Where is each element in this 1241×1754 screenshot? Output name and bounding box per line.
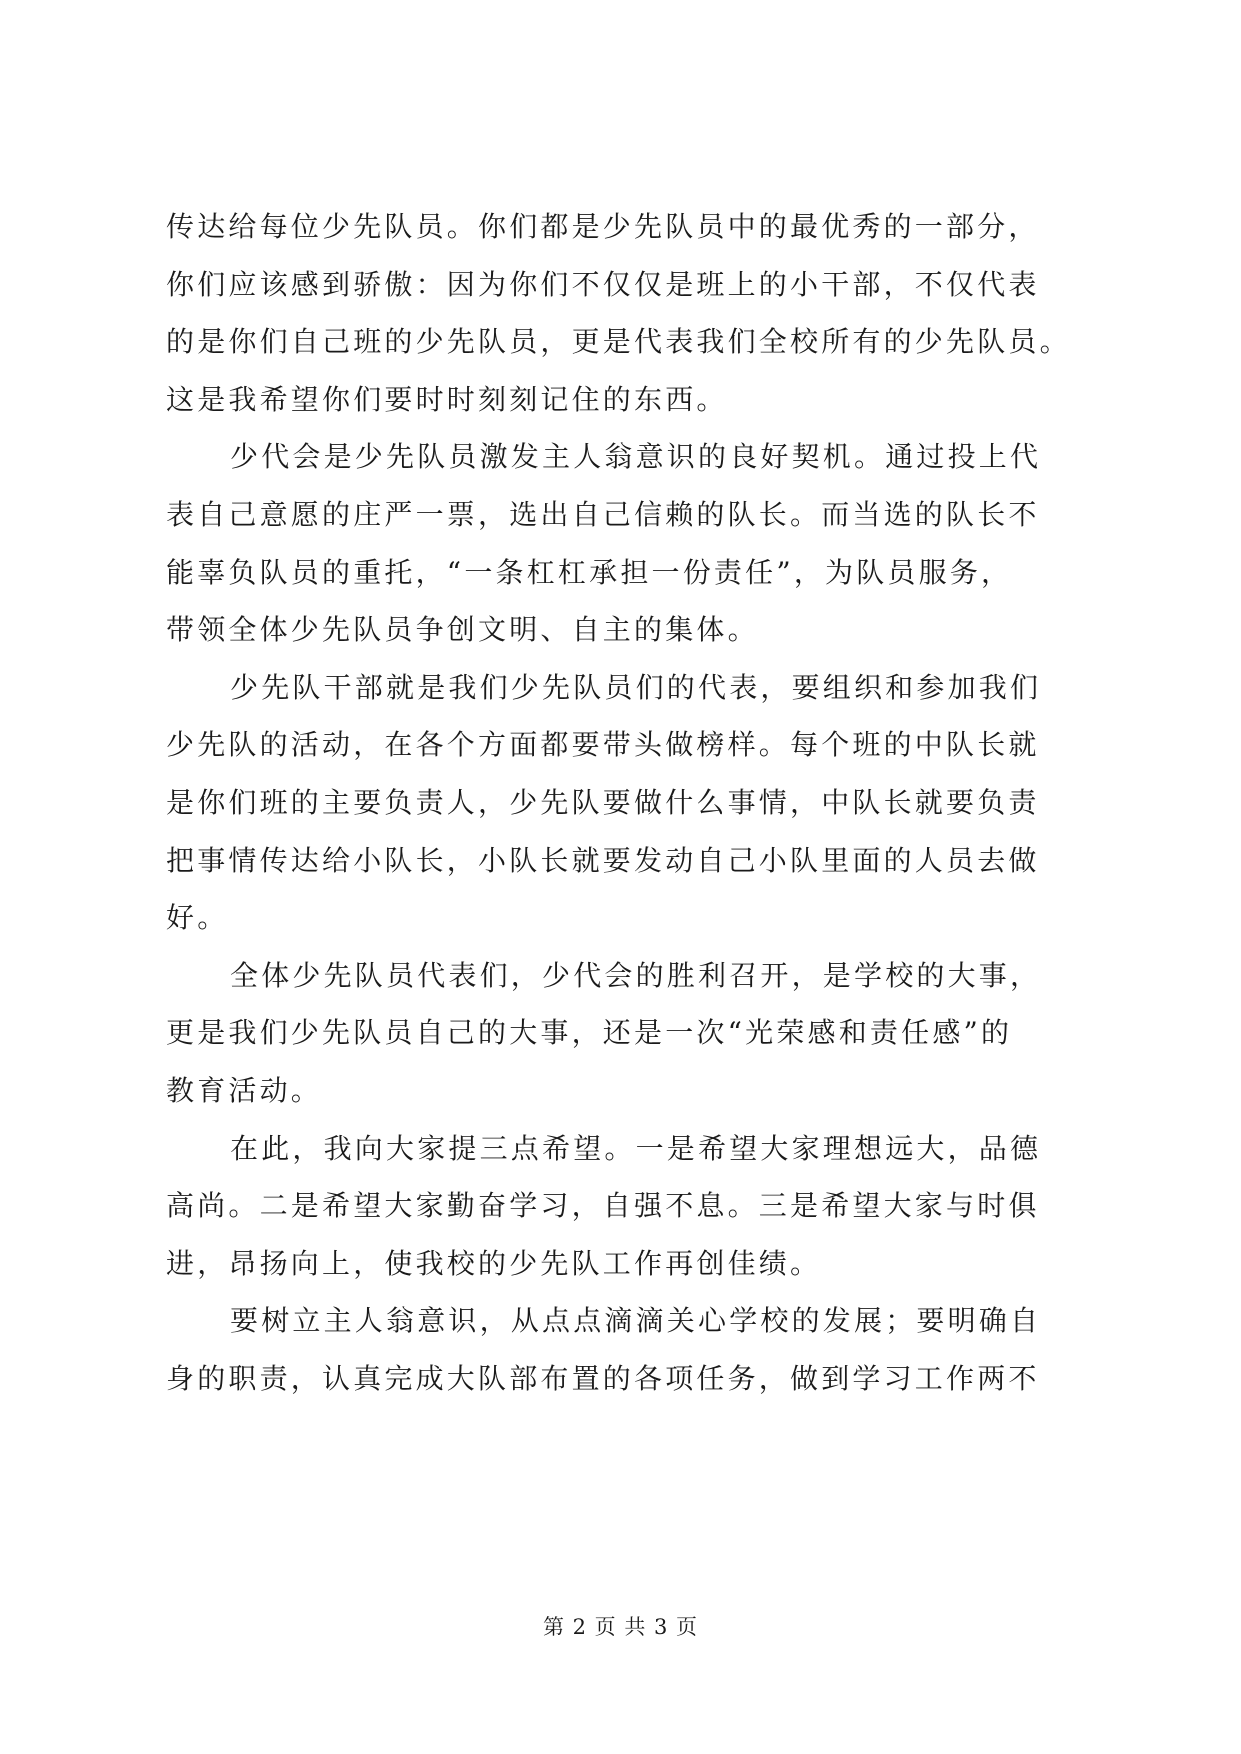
- page-number-footer: 第 2 页 共 3 页: [542, 1615, 699, 1639]
- text-line: 传达给每位少先队员。你们都是少先队员中的最优秀的一部分，: [166, 210, 1040, 243]
- text-line: 把事情传达给小队长，小队长就要发动自己小队里面的人员去做: [166, 843, 1040, 877]
- text-line: 你们应该感到骄傲：因为你们不仅仅是班上的小干部，不仅代表: [166, 267, 1040, 301]
- text-line: 这是我希望你们要时时刻刻记住的东西。: [166, 382, 728, 416]
- text-line: 表自己意愿的庄严一票，选出自己信赖的队长。而当选的队长不: [166, 497, 1040, 531]
- text-line: 是你们班的主要负责人，少先队要做什么事情，中队长就要负责: [166, 785, 1040, 819]
- text-line: 带领全体少先队员争创文明、自主的集体。: [166, 613, 759, 647]
- text-line: 能辜负队员的重托，“一条杠杠承担一份责任”，为队员服务，: [166, 555, 1013, 589]
- paragraph-start-line: 少先队干部就是我们少先队员们的代表，要组织和参加我们: [230, 670, 1042, 704]
- text-line: 好。: [166, 901, 229, 935]
- text-line: 少先队的活动，在各个方面都要带头做榜样。每个班的中队长就: [166, 728, 1040, 762]
- text-line: 高尚。二是希望大家勤奋学习，自强不息。三是希望大家与时俱: [166, 1189, 1040, 1223]
- document-body: [166, 198, 1096, 1407]
- text-line: 进，昂扬向上，使我校的少先队工作再创佳绩。: [166, 1246, 822, 1280]
- text-line: 的是你们自己班的少先队员，更是代表我们全校所有的少先队员。: [166, 325, 1071, 359]
- paragraph-start-line: 少代会是少先队员激发主人翁意识的良好契机。通过投上代: [230, 440, 1042, 474]
- paragraph-start-line: 要树立主人翁意识，从点点滴滴关心学校的发展；要明确自: [230, 1304, 1042, 1338]
- paragraph-start-line: 全体少先队员代表们，少代会的胜利召开，是学校的大事，: [230, 958, 1042, 992]
- paragraph-start-line: 在此，我向大家提三点希望。一是希望大家理想远大，品德: [230, 1131, 1042, 1165]
- text-line: 更是我们少先队员自己的大事，还是一次“光荣感和责任感”的: [166, 1016, 1013, 1050]
- text-line: 身的职责，认真完成大队部布置的各项任务，做到学习工作两不: [166, 1361, 1040, 1395]
- text-line: 教育活动。: [166, 1073, 323, 1107]
